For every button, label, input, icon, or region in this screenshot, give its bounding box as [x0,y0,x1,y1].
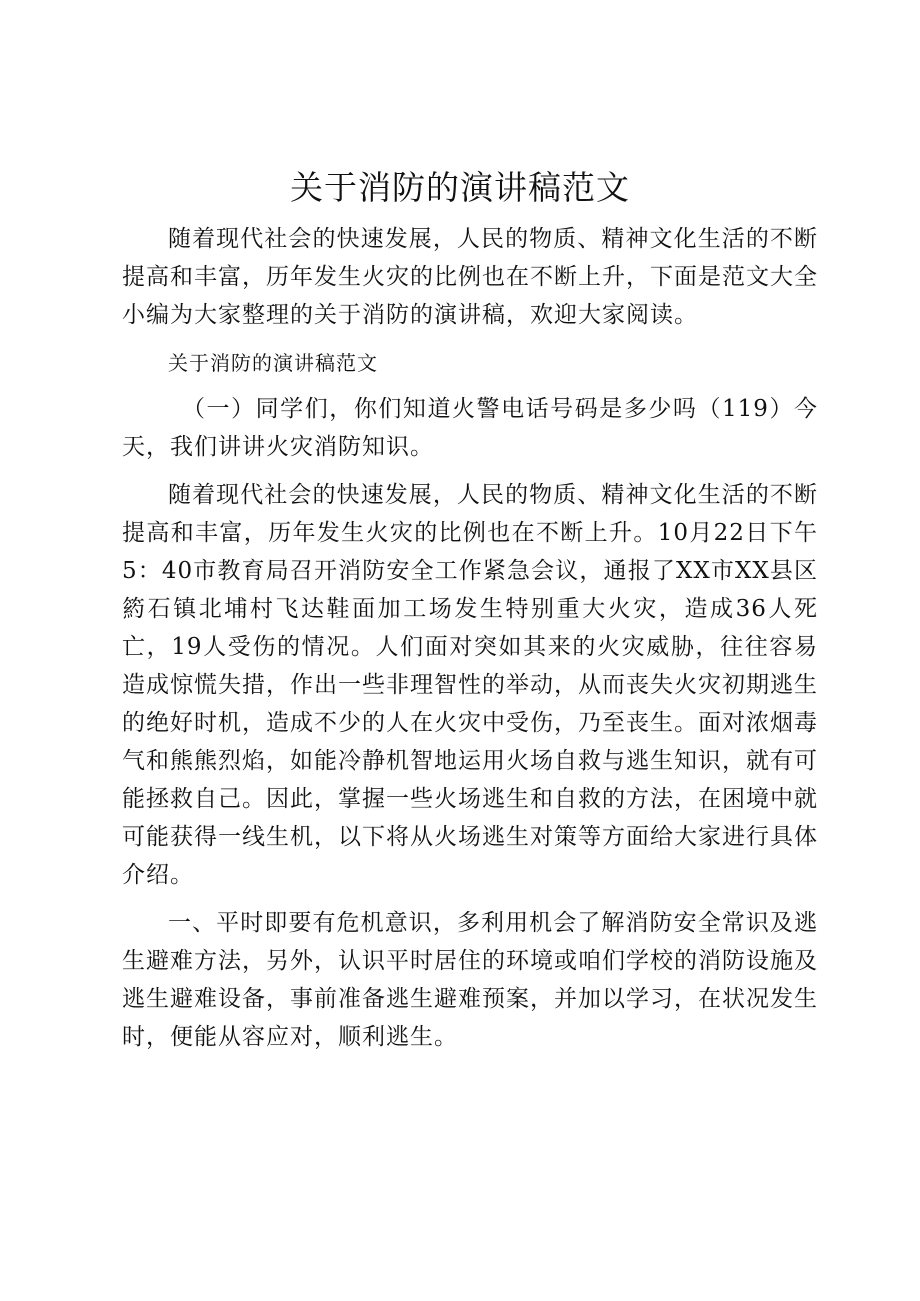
document-body [122,220,818,1066]
intro-paragraph: 随着现代社会的快速发展，人民的物质、精神文化生活的不断提高和丰富，历年发生火灾的比例也在不断上升，下面是范文大全小编为大家整理的关于消防的演讲稿，欢迎大家阅读。 [122,226,818,328]
fire-incident-paragraph: 随着现代社会的快速发展，人民的物质、精神文化生活的不断提高和丰富，历年发生火灾的比例也在不断上升。10月22日下午5：40市教育局召开消防安全工作紧急会议，通报了XX市XX县区箹石镇北埔村飞达鞋面加工场发生特别重大火灾，造成36人死亡，19人受伤的情况。人们面对突如其来的火灾威胁，往往容易造成惊慌失措，作出一些非理智性的举动，从而丧失火灾初期逃生的绝好时机，造成不少的人在火灾中受伤，乃至丧生。面对浓烟毒气和熊熊烈焰，如能冷静机智地运用火场自救与逃生知识，就有可能拯救自己。因此，掌握一些火场逃生和自救的方法，在困境中就可能获得一线生机，以下将从火场逃生对策等方面给大家进行具体介绍。 [122,482,818,888]
safety-awareness-paragraph: 一、平时即要有危机意识，多利用机会了解消防安全常识及逃生避难方法，另外，认识平时居住的环境或咱们学校的消防设施及逃生避难设备，事前准备逃生避难预案，并加以学习，在状况发生时，便能从容应对，顺利逃生。 [122,910,818,1050]
section-one-paragraph: （一）同学们，你们知道火警电话号码是多少吗（119）今天，我们讲讲火灾消防知识。 [122,396,818,460]
document-title: 关于消防的演讲稿范文 [290,168,630,207]
section-subtitle: 关于消防的演讲稿范文 [168,351,378,375]
